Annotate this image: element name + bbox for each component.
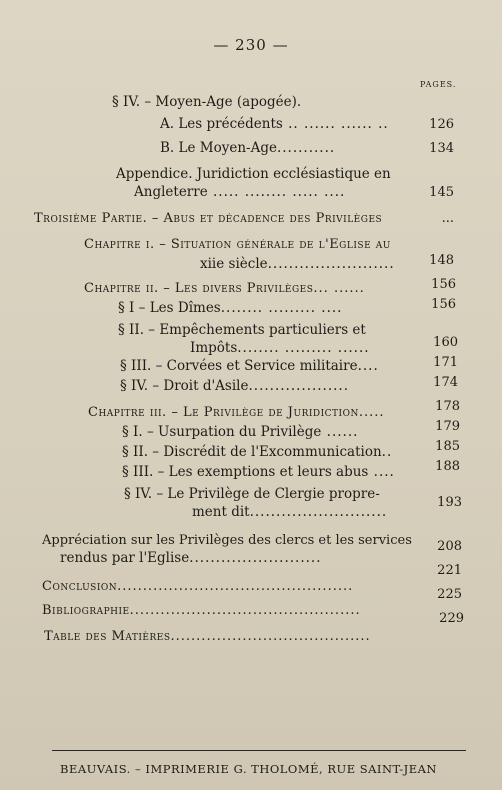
toc-entry: § III. – Les exemptions et leurs abus .... [122,464,395,480]
toc-entry: Angleterre ..... ........ ..... .... [134,184,346,200]
toc-entry: Appendice. Juridiction ecclésiastique en [116,166,391,182]
toc-page-number: 145 [429,185,454,200]
toc-page-number: 178 [435,399,460,414]
toc-entry: § IV. – Le Privilège de Clergie propre- [124,486,380,502]
toc-page-number: 148 [429,253,454,268]
toc-entry: § IV. – Droit d'Asile................... [120,378,350,394]
toc-entry: Troisième Partie. – Abus et décadence des Privilèges [34,211,383,226]
toc-entry: Conclusion.............................................. [42,579,354,594]
toc-page-number: 229 [439,611,464,626]
toc-entry: § II. – Discrédit de l'Excommunication.. [122,444,393,460]
printer-imprint: BEAUVAIS. – IMPRIMERIE G. THOLOMÉ, RUE SAINT-JEAN [60,762,437,776]
toc-entry: Chapitre iii. – Le Privilège de Juridiction..... [88,405,385,420]
toc-entry: § I. – Usurpation du Privilège ...... [122,424,359,440]
page-number: — 230 — [213,36,289,54]
toc-page-number: 188 [435,459,460,474]
toc-entry: B. Le Moyen-Age........... [160,140,336,156]
toc-entry: Chapitre i. – Situation générale de l'Eglise au [84,237,391,252]
toc-page-number: 221 [437,563,462,578]
pages-column-header: PAGES. [420,80,457,89]
toc-entry: § II. – Empêchements particuliers et [118,322,366,338]
toc-page-number: 160 [433,335,458,350]
toc-page-number: 179 [435,419,460,434]
toc-page-number: 126 [429,117,454,132]
toc-entry: rendus par l'Eglise......................... [60,550,322,566]
toc-entry: Bibliographie............................................. [42,603,361,618]
toc-page-number: 156 [431,297,456,312]
toc-page-number: 134 [429,141,454,156]
toc-page-number: ... [441,211,454,226]
toc-page-number: 208 [437,539,462,554]
toc-entry: A. Les précédents .. ...... ...... .. [160,116,389,132]
toc-entry: xiie siècle........................ [200,256,395,272]
toc-entry: Impôts........ ......... ...... [190,340,370,356]
toc-entry: § I – Les Dîmes........ ......... .... [118,300,343,316]
toc-page-number: 193 [437,495,462,510]
toc-page-number: 156 [431,277,456,292]
toc-entry: § IV. – Moyen-Age (apogée). [112,94,302,110]
toc-page-number: 225 [437,587,462,602]
toc-entry: ment dit.......................... [192,504,388,520]
toc-entry: Chapitre ii. – Les divers Privilèges... ...... [84,281,365,296]
toc-entry: Appréciation sur les Privilèges des clercs et les services [42,533,412,548]
toc-page-number: 171 [433,355,458,370]
footer-rule [52,750,466,751]
toc-entry: § III. – Corvées et Service militaire.... [120,358,379,374]
toc-entry: Table des Matières....................................... [44,629,371,644]
toc-page-number: 174 [433,375,458,390]
toc-page-number: 185 [435,439,460,454]
